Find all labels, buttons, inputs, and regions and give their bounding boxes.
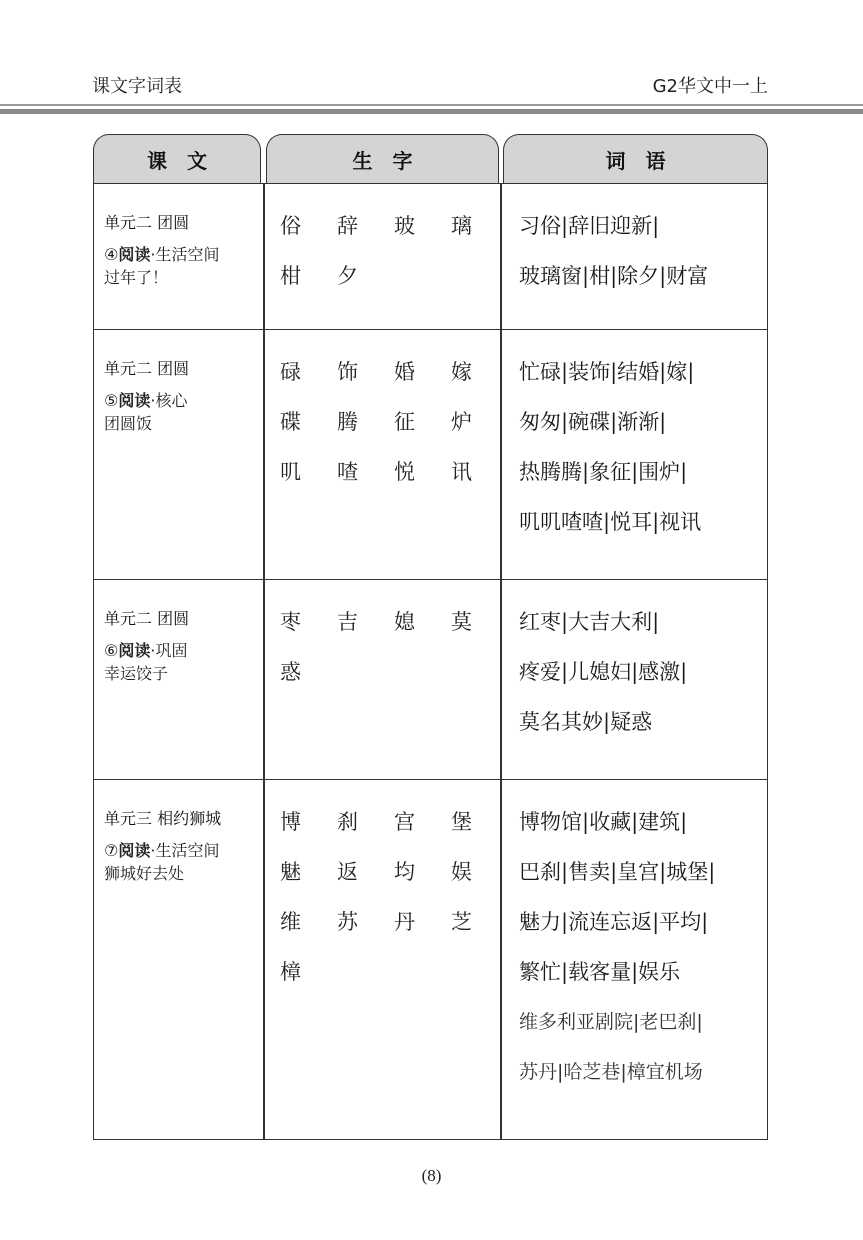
character: 枣 xyxy=(280,610,301,634)
reading-label: ⑤阅读·核心 xyxy=(104,391,188,410)
character: 讯 xyxy=(451,460,472,484)
reading-label: ⑦阅读·生活空间 xyxy=(104,841,220,860)
character: 芝 xyxy=(451,910,472,934)
character: 辞 xyxy=(337,214,358,238)
words-line-proper-nouns: 维多利亚剧院|老巴刹| xyxy=(519,1011,703,1033)
words-line: 巴刹|售卖|皇宫|城堡| xyxy=(519,860,716,884)
header-rule-thick xyxy=(0,109,863,114)
unit-label: 单元三 相约狮城 xyxy=(104,809,222,828)
character: 均 xyxy=(394,860,415,884)
character: 柑 xyxy=(280,264,301,288)
words-cell xyxy=(502,580,767,779)
characters-cell xyxy=(265,780,502,1139)
header-rule-thin xyxy=(0,104,863,106)
characters-cell xyxy=(265,330,502,579)
words-line: 魅力|流连忘返|平均| xyxy=(519,910,709,934)
lesson-cell xyxy=(94,184,265,329)
character: 炉 xyxy=(451,410,472,434)
lesson-title: 过年了！ xyxy=(104,268,169,287)
lesson-cell xyxy=(94,330,265,579)
character: 丹 xyxy=(394,910,415,934)
column-header-characters: 生字 xyxy=(266,134,499,183)
words-line: 莫名其妙|疑惑 xyxy=(519,710,653,734)
character: 刹 xyxy=(337,810,358,834)
column-header-lesson: 课文 xyxy=(93,134,261,183)
table-row xyxy=(94,779,767,1139)
words-line: 红枣|大吉大利| xyxy=(519,610,660,634)
characters-cell xyxy=(265,184,502,329)
table-row xyxy=(94,184,767,329)
table-row xyxy=(94,329,767,579)
lesson-title: 狮城好去处 xyxy=(104,864,185,883)
reading-label: ⑥阅读·巩固 xyxy=(104,641,188,660)
character: 堡 xyxy=(451,810,472,834)
character: 悦 xyxy=(394,460,415,484)
words-line: 匆匆|碗碟|渐渐| xyxy=(519,410,667,434)
words-line: 热腾腾|象征|围炉| xyxy=(519,460,688,484)
lesson-cell xyxy=(94,780,265,1139)
character: 夕 xyxy=(337,264,358,288)
character: 叽 xyxy=(280,460,301,484)
character: 樟 xyxy=(280,960,301,984)
unit-label: 单元二 团圆 xyxy=(104,359,190,378)
lesson-title: 幸运饺子 xyxy=(104,664,169,683)
character: 璃 xyxy=(451,214,472,238)
header-right-title: G2华文中一上 xyxy=(652,76,768,97)
lesson-title: 团圆饭 xyxy=(104,414,153,433)
character: 莫 xyxy=(451,610,472,634)
character: 喳 xyxy=(337,460,358,484)
reading-label: ④阅读·生活空间 xyxy=(104,245,220,264)
character: 婚 xyxy=(394,360,415,384)
words-line: 玻璃窗|柑|除夕|财富 xyxy=(519,264,709,288)
character: 维 xyxy=(280,910,301,934)
unit-label: 单元二 团圆 xyxy=(104,609,190,628)
character: 俗 xyxy=(280,214,301,238)
page-number: (8) xyxy=(421,1166,442,1185)
character: 魅 xyxy=(280,860,301,884)
character: 惑 xyxy=(280,660,301,684)
character: 宫 xyxy=(394,810,415,834)
words-cell xyxy=(502,184,767,329)
character: 返 xyxy=(337,860,358,884)
words-line: 习俗|辞旧迎新| xyxy=(519,214,660,238)
character: 征 xyxy=(394,410,415,434)
character: 饰 xyxy=(337,360,358,384)
character: 嫁 xyxy=(451,360,472,384)
lesson-cell xyxy=(94,580,265,779)
character: 腾 xyxy=(337,410,358,434)
words-line-proper-nouns: 苏丹|哈芝巷|樟宜机场 xyxy=(519,1061,703,1083)
character: 碟 xyxy=(280,410,301,434)
table-row xyxy=(94,579,767,779)
unit-label: 单元二 团圆 xyxy=(104,213,190,232)
words-cell xyxy=(502,330,767,579)
words-line: 疼爱|儿媳妇|感激| xyxy=(519,660,688,684)
column-header-words: 词语 xyxy=(503,134,768,183)
words-line: 博物馆|收藏|建筑| xyxy=(519,810,688,834)
words-cell xyxy=(502,780,767,1139)
characters-cell xyxy=(265,580,502,779)
column-headers xyxy=(93,134,768,184)
words-line: 叽叽喳喳|悦耳|视讯 xyxy=(519,510,702,534)
character: 碌 xyxy=(280,360,301,384)
character: 吉 xyxy=(337,610,358,634)
character: 娱 xyxy=(451,860,472,884)
character: 博 xyxy=(280,810,301,834)
header-left-title: 课文字词表 xyxy=(92,76,182,97)
character: 媳 xyxy=(394,610,415,634)
vocab-table xyxy=(93,183,768,1140)
words-line: 繁忙|载客量|娱乐 xyxy=(519,960,681,984)
character: 苏 xyxy=(337,910,358,934)
character: 玻 xyxy=(394,214,415,238)
words-line: 忙碌|装饰|结婚|嫁| xyxy=(519,360,695,384)
